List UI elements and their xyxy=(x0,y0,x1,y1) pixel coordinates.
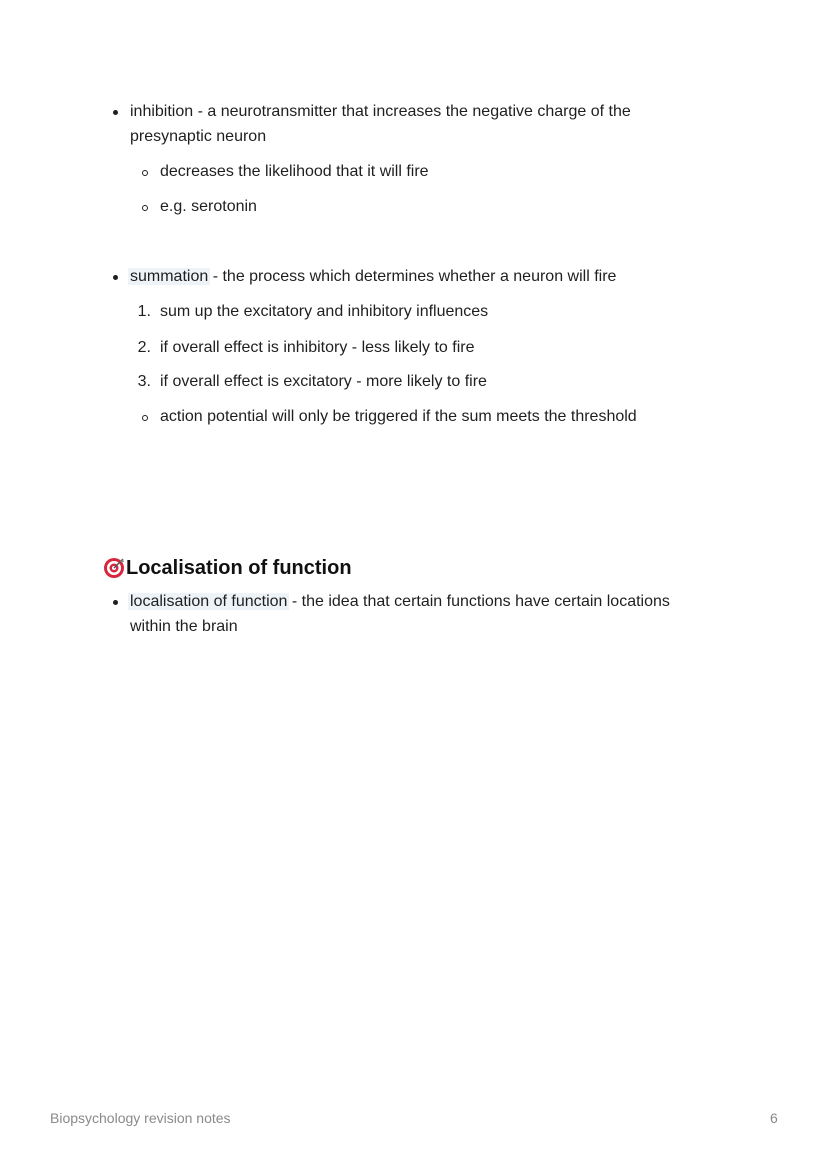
list-number: 3. xyxy=(137,373,151,390)
numbered-item: sum up the excitatory and inhibitory influences xyxy=(160,303,489,320)
summation-line xyxy=(130,267,616,287)
sub-item: decreases the likelihood that it will fire xyxy=(160,163,429,180)
localisation-term: localisation of function xyxy=(130,593,288,610)
summation-definition: - the process which determines whether a neuron will fire xyxy=(208,268,617,285)
inhibition-text-line2: presynaptic neuron xyxy=(130,128,267,145)
footer-title: Biopsychology revision notes xyxy=(50,1110,231,1126)
sub-bullet-marker xyxy=(142,205,148,211)
numbered-item: if overall effect is excitatory - more likely to fire xyxy=(160,373,487,390)
sub-item: e.g. serotonin xyxy=(160,198,257,215)
sub-bullet-marker xyxy=(142,170,148,176)
localisation-line2: within the brain xyxy=(130,618,238,635)
bullet-marker xyxy=(113,275,118,280)
bullet-marker xyxy=(113,110,118,115)
sub-bullet-marker xyxy=(142,415,148,421)
bullet-marker xyxy=(113,600,118,605)
summation-term: summation xyxy=(130,268,209,285)
inhibition-text-line1: inhibition - a neurotransmitter that increases the negative charge of the xyxy=(130,103,631,120)
target-icon xyxy=(103,557,125,579)
section-heading: Localisation of function xyxy=(126,557,352,579)
list-number: 2. xyxy=(137,339,151,356)
list-number: 1. xyxy=(137,303,151,320)
numbered-item: if overall effect is inhibitory - less likely to fire xyxy=(160,339,475,356)
localisation-line1 xyxy=(130,592,670,612)
sub-item: action potential will only be triggered if the sum meets the threshold xyxy=(160,408,637,425)
localisation-definition: - the idea that certain functions have certain locations xyxy=(287,593,670,610)
page-number: 6 xyxy=(770,1110,778,1126)
